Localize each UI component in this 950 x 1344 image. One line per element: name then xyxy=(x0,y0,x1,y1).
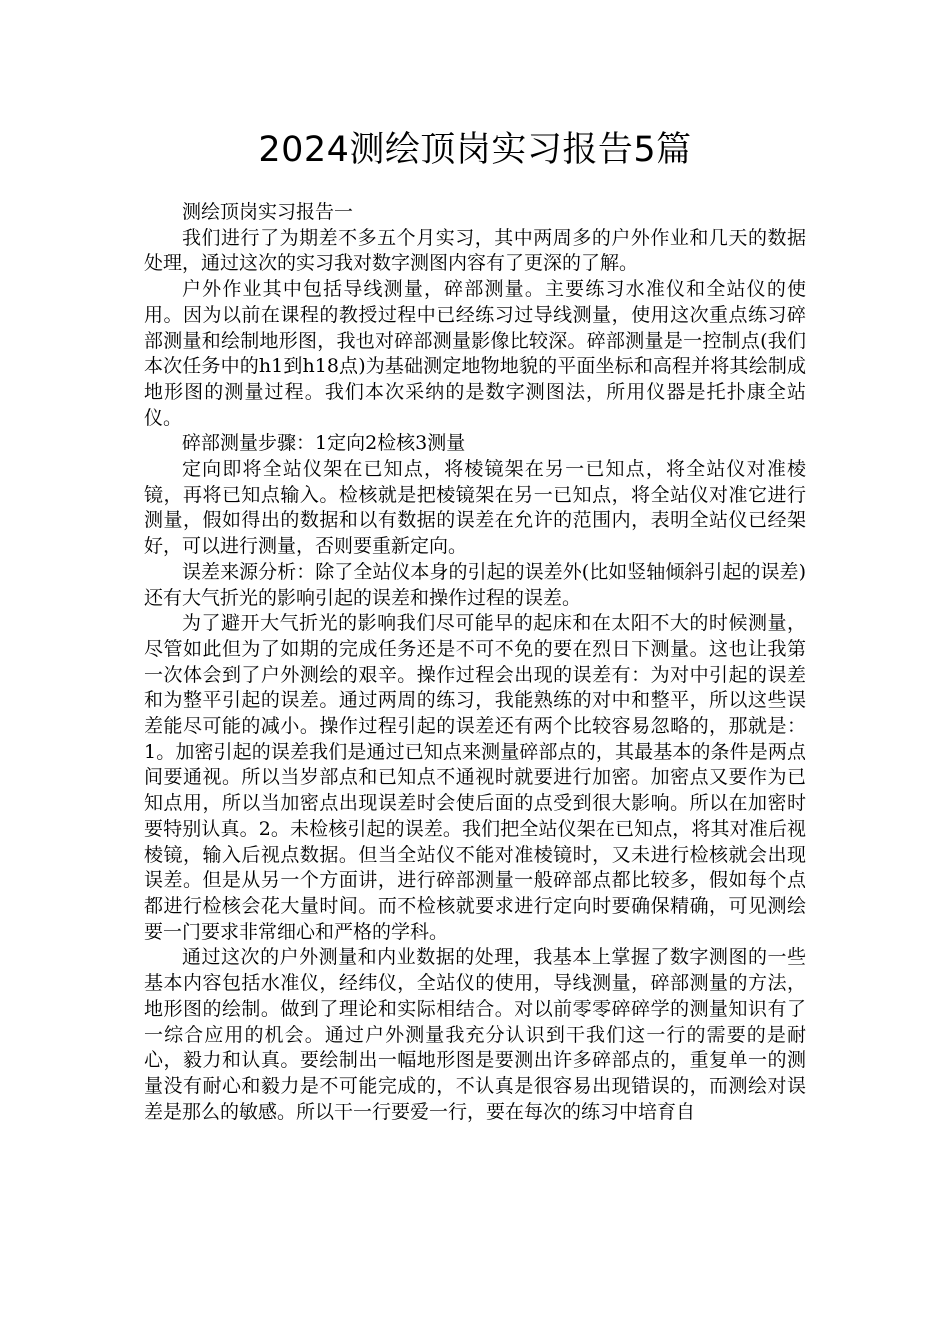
body-paragraph: 碎部测量步骤：1定向2检核3测量 xyxy=(182,432,466,455)
body-paragraph: 为了避开大气折光的影响我们尽可能早的起床和在太阳不大的时候测量，尽管如此但为了如期的完成任务还是不可不免的要在烈日下测量。这也让我第一次体会到了户外测绘的艰辛。操作过程会出现的误差有：为对中引起的误差和为整平引起的误差。通过两周的练习，我能熟练的对中和整平，所以这些误差能尽可能的减小。操作过程引起的误差还有两个比较容易忽略的，那就是：1。加密引起的误差我们是通过已知点来测量碎部点的，其最基本的条件是两点间要通视。所以当岁部点和已知点不通视时就要进行加密。加密点又要作为已知点用，所以当加密点出现误差时会使后面的点受到很大影响。所以在加密时要特别认真。2。未检核引起的误差。我们把全站仪架在已知点，将其对准后视棱镜，输入后视点数据。但当全站仪不能对准棱镜时，又未进行检核就会出现误差。但是从另一个方面讲，进行碎部测量一般碎部点都比较多，假如每个点都进行检核会花大量时间。而不检核就要求进行定向时要确保精确，可见测绘要一门要求非常细心和严格的学科。 xyxy=(144,612,806,943)
section-heading: 测绘顶岗实习报告一 xyxy=(182,201,354,223)
document-title: 2024测绘顶岗实习报告5篇 xyxy=(258,130,692,170)
document-body xyxy=(144,200,806,1125)
body-paragraph: 户外作业其中包括导线测量，碎部测量。主要练习水准仪和全站仪的使用。因为以前在课程的教授过程中已经练习过导线测量，使用这次重点练习碎部测量和绘制地形图，我也对碎部测量影像比较深。碎部测量是一控制点(我们本次任务中的h1到h18点)为基础测定地物地貌的平面坐标和高程并将其绘制成地形图的测量过程。我们本次采纳的是数字测图法，所用仪器是托扑康全站仪。 xyxy=(144,278,806,429)
body-paragraph: 误差来源分析：除了全站仪本身的引起的误差外(比如竖轴倾斜引起的误差)还有大气折光的影响引起的误差和操作过程的误差。 xyxy=(144,560,806,609)
body-paragraph: 通过这次的户外测量和内业数据的处理，我基本上掌握了数字测图的一些基本内容包括水准仪，经纬仪，全站仪的使用，导线测量，碎部测量的方法，地形图的绘制。做到了理论和实际相结合。对以前零零碎碎学的测量知识有了一综合应用的机会。通过户外测量我充分认识到干我们这一行的需要的是耐心，毅力和认真。要绘制出一幅地形图是要测出许多碎部点的，重复单一的测量没有耐心和毅力是不可能完成的，不认真是很容易出现错误的，而测绘对误差是那么的敏感。所以干一行要爱一行，要在每次的练习中培育自 xyxy=(144,946,806,1123)
body-paragraph: 定向即将全站仪架在已知点，将棱镜架在另一已知点，将全站仪对准棱镜，再将已知点输入。检核就是把棱镜架在另一已知点，将全站仪对准它进行测量，假如得出的数据和以有数据的误差在允许的范围内，表明全站仪已经架好，可以进行测量，否则要重新定向。 xyxy=(144,458,806,558)
body-paragraph: 我们进行了为期差不多五个月实习，其中两周多的户外作业和几天的数据处理，通过这次的实习我对数字测图内容有了更深的了解。 xyxy=(144,226,806,275)
